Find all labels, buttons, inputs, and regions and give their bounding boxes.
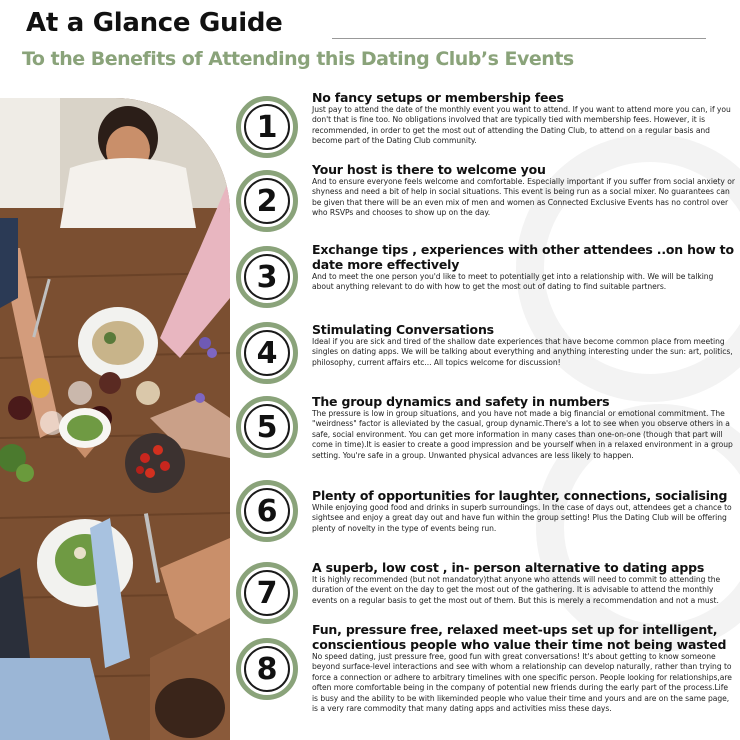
number-label: 1 bbox=[256, 109, 278, 145]
benefit-description: It is highly recommended (but not mandatory)that anyone who attends will need to commit to attending the duration of the event on the day to get the most out of the gathering. It is advisable to attend the monthly events on a regular basis to get the most out of them. But this is merely a recommendation and not a must. bbox=[312, 575, 721, 605]
number-label: 3 bbox=[256, 259, 278, 295]
number-badge bbox=[236, 96, 298, 158]
number-badge bbox=[236, 396, 298, 458]
title-divider bbox=[332, 38, 706, 39]
benefit-heading: A superb, low cost , in- person alternative to dating apps bbox=[312, 560, 705, 575]
benefit-heading: No fancy setups or membership fees bbox=[312, 90, 564, 105]
benefit-heading: Fun, pressure free, relaxed meet-ups set up for intelligent, conscientious people who value their time not being wasted bbox=[312, 622, 727, 652]
benefit-heading: Plenty of opportunities for laughter, connections, socialising bbox=[312, 488, 728, 503]
number-label: 4 bbox=[256, 335, 278, 371]
number-badge bbox=[236, 562, 298, 624]
benefit-heading: Exchange tips , experiences with other attendees ..on how to date more effectively bbox=[312, 242, 734, 272]
number-label: 2 bbox=[256, 183, 278, 219]
number-badge bbox=[236, 170, 298, 232]
benefit-heading: The group dynamics and safety in numbers bbox=[312, 394, 610, 409]
benefit-description: And to ensure everyone feels welcome and comfortable. Especially important if you suffer from social anxiety or shyness and need a bit of help in social situations. This event is being run as a social mixer. No guarantees can be given that there will be an even mix of men and women as Connected Exclusive Events has no control over who RSVPs and chooses to show up on the day. bbox=[312, 177, 735, 218]
number-badge bbox=[236, 480, 298, 542]
number-badge bbox=[236, 246, 298, 308]
benefit-heading: Your host is there to welcome you bbox=[312, 162, 546, 177]
number-label: 6 bbox=[256, 493, 278, 529]
page-subtitle: To the Benefits of Attending this Dating Club’s Events bbox=[22, 48, 574, 70]
benefit-heading: Stimulating Conversations bbox=[312, 322, 494, 337]
benefit-description: And to meet the one person you'd like to meet to potentially get into a relationship with. We will be talking about anything relevant to do with how to get the most out of dating to find suitable partners. bbox=[312, 272, 714, 292]
dining-table-photo bbox=[0, 98, 230, 740]
benefit-description: No speed dating, just pressure free, good fun with great conversations! It's about getting to know someone beyond surface-level interactions and see with whom a relationship can develop naturally, rather than trying to force a connection or adhere to arbitrary timelines with one specific person. People looking for relationships,are often more comfortable being in the company of potential new friends during the early part of the process.Life is busy and the ability to be with likeminded people who value their time and yours and are on the same page, is a very rare commodity that many dating apps and activities miss these days. bbox=[312, 652, 732, 714]
number-badge bbox=[236, 638, 298, 700]
number-badge bbox=[236, 322, 298, 384]
benefit-description: While enjoying good food and drinks in superb surroundings. In the case of days out, attendees get a chance to sightsee and enjoy a great day out and have fun within the group setting! Plus the Dating Club will be offering plenty of novelty in the type of events being run. bbox=[312, 503, 732, 533]
number-label: 8 bbox=[256, 651, 278, 687]
number-label: 7 bbox=[256, 575, 278, 611]
benefit-description: The pressure is low in group situations, and you have not made a big financial or emotional commitment. The "weirdness" factor is alleviated by the casual, group dynamic.There's a lot to see when you observe others in a safe, social environment. You can get more information in many cases than one-on-one (though that part will come in time).It is easier to create a good impression and be yourself when in a relaxed environment in a group setting. You're safe in a group. Unwanted physical advances are less likely to happen. bbox=[312, 409, 733, 460]
benefit-description: Just pay to attend the date of the monthly event you want to attend. If you want to attend more you can, if you don't that is fine too. No obligations involved that are typically tied with membership fees. However, it is recommended, in order to get the most out of attending the Dating Club, to attend on a regular basis and become part of the Dating Club community. bbox=[312, 105, 731, 146]
number-label: 5 bbox=[256, 409, 278, 445]
page-title: At a Glance Guide bbox=[26, 8, 283, 38]
benefit-description: Ideal if you are sick and tired of the shallow date experiences that have become common place from meeting singles on dating apps. We will be talking about everything and anything interesting under the sun: art, politics, philosophy, current affairs etc... All topics welcome for discussion! bbox=[312, 337, 733, 367]
